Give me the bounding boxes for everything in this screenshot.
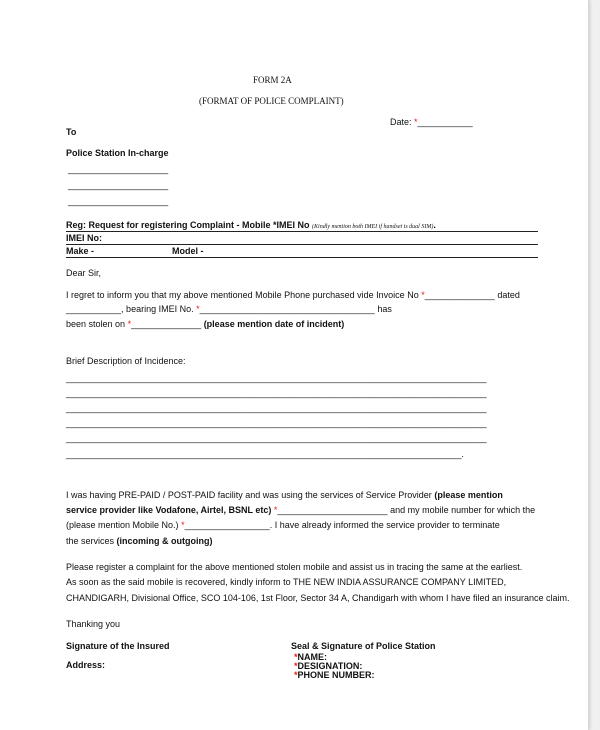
para2-line1 bbox=[66, 490, 503, 501]
police-phone-label bbox=[294, 670, 375, 681]
date-label: Date: bbox=[390, 117, 412, 127]
stolen-text: been stolen on bbox=[66, 319, 126, 329]
divider-top bbox=[66, 231, 538, 232]
provider-blank[interactable]: ______________________ bbox=[277, 505, 388, 515]
thanking-you: Thanking you bbox=[66, 619, 121, 629]
para2-line4 bbox=[66, 536, 213, 547]
provider-hint: (please mention bbox=[434, 490, 503, 500]
para3-line1: Please register a complaint for the above mentioned stolen mobile and assist us in tracing the same at the earliest. bbox=[66, 562, 523, 572]
required-asterisk: * bbox=[294, 661, 298, 671]
police-signature-label: Seal & Signature of Police Station bbox=[291, 641, 436, 651]
required-asterisk: * bbox=[294, 652, 298, 662]
para1-line1 bbox=[66, 290, 520, 301]
para3-line2: As soon as the said mobile is recovered, kindly inform to THE NEW INDIA ASSURANCE COMPANY LIMITED, bbox=[66, 577, 507, 587]
required-asterisk: * bbox=[421, 290, 425, 300]
reg-suffix: . bbox=[433, 220, 436, 230]
brief-label: Brief Description of Incidence: bbox=[66, 356, 186, 366]
desc-line-4[interactable]: ____________________________________________________________________________________ bbox=[66, 418, 487, 428]
reg-subject: Reg: Request for registering Complaint - Mobile *IMEI No bbox=[66, 220, 310, 230]
date-blank: ___________ bbox=[417, 117, 473, 127]
required-asterisk: * bbox=[273, 505, 278, 515]
make-label: Make - bbox=[66, 246, 95, 256]
reg-note: (Kindly mention both IMEI if handset is dual SIM) bbox=[312, 224, 434, 230]
para2-text: I was having PRE-PAID / POST-PAID facility and was using the services of Service Provider bbox=[66, 490, 432, 500]
required-asterisk: * bbox=[181, 520, 185, 530]
desc-line-5[interactable]: ____________________________________________________________________________________ bbox=[66, 433, 487, 443]
imei-label: IMEI No: bbox=[66, 233, 102, 243]
required-asterisk: * bbox=[414, 117, 418, 127]
terminate-text: . I have already informed the service provider to terminate bbox=[269, 520, 500, 530]
stolen-date-blank[interactable]: ______________ bbox=[131, 319, 202, 329]
model-label: Model - bbox=[172, 246, 204, 256]
required-asterisk: * bbox=[127, 319, 132, 329]
address-line-3[interactable]: ____________________ bbox=[68, 196, 169, 206]
designation-text: DESIGNATION: bbox=[297, 661, 363, 671]
provider-hint-2: service provider like Vodafone, Airtel, BSNL etc) bbox=[66, 505, 272, 515]
date-hint: (please mention date of incident) bbox=[203, 319, 345, 329]
form-title: FORM 2A bbox=[253, 75, 292, 85]
para1-line2 bbox=[66, 304, 392, 315]
date-field[interactable] bbox=[390, 117, 473, 128]
para3-line3: CHANDIGARH, Divisional Office, SCO 104-106, 1st Floor, Sector 34 A, Chandigarh with whom I have filed an insurance claim. bbox=[66, 593, 570, 603]
dated-text: dated bbox=[497, 290, 520, 300]
desc-line-2[interactable]: ____________________________________________________________________________________ bbox=[66, 388, 487, 398]
services-hint: (incoming & outgoing) bbox=[116, 536, 213, 546]
para2-line3 bbox=[66, 520, 500, 531]
para2-line2 bbox=[66, 505, 535, 516]
divider-bottom bbox=[66, 257, 538, 258]
insured-address-label: Address: bbox=[66, 660, 106, 670]
police-station-label: Police Station In-charge bbox=[66, 148, 169, 158]
imei-blank[interactable]: ___________________________________ bbox=[199, 304, 375, 314]
para1-line3 bbox=[66, 319, 344, 330]
address-line-1[interactable]: ____________________ bbox=[68, 164, 169, 174]
name-text: NAME: bbox=[297, 652, 328, 662]
invoice-blank[interactable]: ______________ bbox=[424, 290, 495, 300]
desc-line-1[interactable]: ____________________________________________________________________________________ bbox=[66, 373, 487, 383]
mobile-hint: (please mention Mobile No.) bbox=[66, 520, 179, 530]
required-asterisk: * bbox=[294, 670, 298, 680]
divider-mid bbox=[66, 244, 538, 245]
insured-signature-label: Signature of the Insured bbox=[66, 641, 170, 651]
has-text: has bbox=[377, 304, 392, 314]
desc-line-6[interactable]: _______________________________________________________________________________. bbox=[66, 449, 464, 459]
address-line-2[interactable]: ____________________ bbox=[68, 180, 169, 190]
phone-text: PHONE NUMBER: bbox=[297, 670, 375, 680]
mobile-text: and my mobile number for which the bbox=[390, 505, 536, 515]
mobile-no-blank[interactable]: _________________ bbox=[184, 520, 270, 530]
date-blank-2: ___________, bearing IMEI No. bbox=[66, 304, 194, 314]
salutation: Dear Sir, bbox=[66, 268, 102, 278]
para1-text: I regret to inform you that my above mentioned Mobile Phone purchased vide Invoice No bbox=[66, 290, 419, 300]
services-text: the services bbox=[66, 536, 115, 546]
desc-line-3[interactable]: ____________________________________________________________________________________ bbox=[66, 403, 487, 413]
to-label: To bbox=[66, 127, 77, 137]
required-asterisk: * bbox=[196, 304, 200, 314]
form-subtitle: (FORMAT OF POLICE COMPLAINT) bbox=[199, 96, 344, 106]
